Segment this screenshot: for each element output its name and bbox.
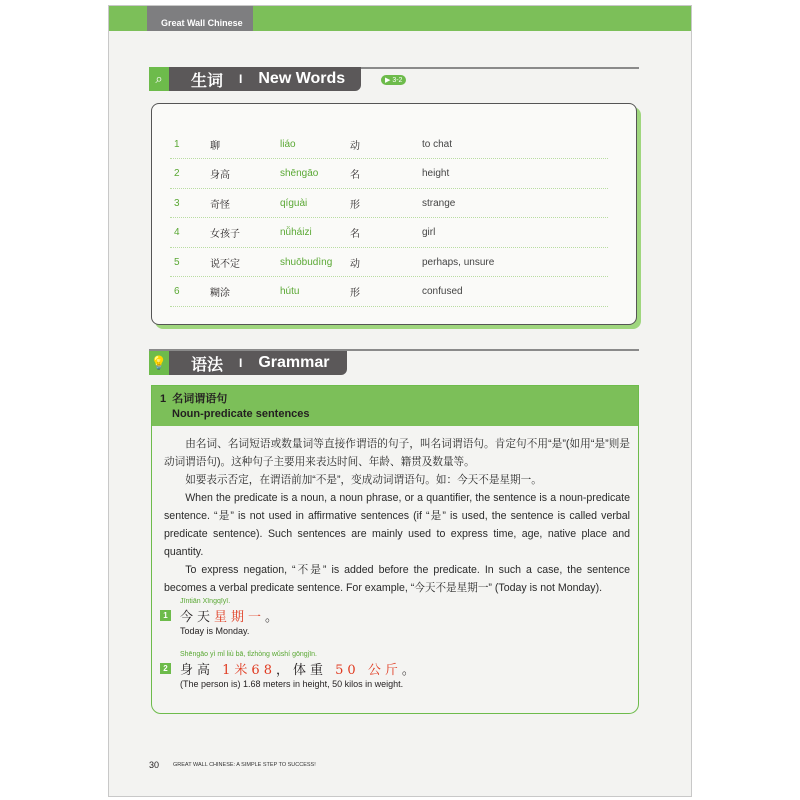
highlight: 星期一 — [214, 610, 266, 625]
vocab-pinyin: shēngāo — [280, 168, 319, 179]
vocab-meaning: height — [422, 168, 450, 179]
vocab-pinyin: nǚháizi — [280, 227, 312, 238]
vocab-row — [170, 160, 608, 189]
example-pinyin: Shēngāo yì mǐ liù bā, tǐzhòng wǔshí gōngjīn. — [180, 651, 317, 658]
paragraph: 由名词、名词短语或数量词等直接作谓语的句子，叫名词谓语句。肯定句不用“是”(如用“是”则是动词谓语句)。这种句子主要用来表达时间、年龄、籍贯及数量等。 — [164, 438, 630, 468]
vocab-hanzi: 糊涂 — [210, 288, 230, 299]
section-title-zh: 生词 — [191, 72, 224, 90]
paragraph: 如要表示否定，在谓语前加“不是”，变成动词谓语句。如：今天不是星期一。 — [185, 474, 542, 486]
new-words-header — [149, 67, 361, 91]
example-number: 1 — [160, 610, 171, 621]
vocab-pinyin: liáo — [280, 138, 296, 150]
vocab-pos: 形 — [350, 199, 360, 211]
example-translation: Today is Monday. — [180, 626, 250, 636]
vocabulary-table — [151, 103, 637, 325]
magnifier-icon: ⌕ — [149, 67, 169, 91]
vocab-meaning: to chat — [422, 138, 453, 150]
audio-track-badge[interactable]: ▶ 3-2 — [381, 75, 406, 85]
section-title-en: New Words — [258, 70, 346, 87]
audio-label: 3-2 — [392, 77, 403, 84]
vocab-meaning: perhaps, unsure — [422, 256, 495, 268]
example-pinyin: Jīntiān Xīngqīyī. — [180, 598, 231, 605]
vocab-num: 2 — [174, 168, 180, 179]
vocab-row — [170, 189, 608, 218]
page-number: 30 — [149, 760, 160, 770]
example-chinese — [180, 659, 419, 678]
vocab-num: 5 — [174, 256, 180, 268]
grammar-point-title-zh: 1 名词谓语句 — [160, 393, 228, 405]
paragraph: When the predicate is a noun, a noun phrase, or a quantifier, the sentence is a noun-predicate sentence. “是” is not used in affirmative sentences (if “是” is used, the sentence is called verbal predicate sentence). Such sentences are mainly used to express time, age, native place and quantity. — [164, 492, 630, 558]
vocab-hanzi: 奇怪 — [210, 199, 230, 211]
grammar-explanation — [152, 426, 638, 597]
running-title: GREAT WALL CHINESE: A SIMPLE STEP TO SUCCESS! — [173, 762, 316, 768]
page-footer — [149, 760, 316, 770]
vocab-row — [170, 130, 608, 159]
separator: I — [239, 356, 243, 370]
textbook-page — [108, 5, 692, 797]
book-title-tab: Great Wall Chinese — [147, 6, 253, 31]
vocab-pos: 形 — [350, 288, 360, 299]
grammar-point-header — [152, 386, 638, 426]
text: ，体重 — [275, 663, 327, 678]
vocab-pos: 名 — [350, 170, 360, 181]
grammar-header — [149, 351, 347, 375]
vocab-num: 1 — [174, 138, 180, 150]
vocab-row — [170, 219, 608, 248]
vocab-hanzi: 女孩子 — [210, 229, 240, 240]
vocab-meaning: confused — [422, 286, 463, 297]
vocab-num: 3 — [174, 197, 180, 209]
separator: I — [239, 72, 243, 86]
text: 。 — [401, 663, 419, 678]
example-number: 2 — [160, 663, 171, 674]
text: 今天 — [180, 610, 215, 625]
vocab-pos: 动 — [350, 258, 360, 270]
grammar-box — [151, 385, 639, 714]
example-chinese — [180, 606, 282, 625]
example-translation: (The person is) 1.68 meters in height, 50 kilos in weight. — [180, 679, 404, 689]
vocab-pos: 名 — [350, 229, 360, 240]
grammar-point-title-en: Noun-predicate sentences — [172, 408, 310, 420]
vocab-hanzi: 聊 — [210, 140, 220, 152]
vocab-pinyin: shuōbudìng — [280, 256, 333, 268]
highlight: 50 公斤 — [335, 663, 402, 678]
text: 身高 — [180, 663, 215, 678]
vocab-row — [170, 278, 608, 307]
vocab-hanzi: 身高 — [210, 170, 230, 181]
section-title-en: Grammar — [258, 354, 330, 371]
section-title-zh: 语法 — [191, 356, 224, 374]
vocab-num: 6 — [174, 286, 180, 297]
vocab-num: 4 — [174, 227, 180, 238]
text: 。 — [265, 610, 283, 625]
vocab-pinyin: qíguài — [280, 197, 308, 209]
highlight: 1米68 — [222, 663, 276, 678]
lightbulb-icon: 💡 — [149, 351, 169, 375]
vocab-row — [170, 248, 608, 277]
paragraph: To express negation, “不是” is added before the predicate. In such a case, the sentence becomes a verbal predicate sentence. For example, “今天不是星期一” (Today is not Monday). — [164, 564, 630, 594]
vocab-meaning: girl — [422, 227, 436, 238]
vocab-pinyin: hútu — [280, 286, 300, 297]
vocab-meaning: strange — [422, 197, 456, 209]
vocab-pos: 动 — [350, 140, 360, 152]
vocab-hanzi: 说不定 — [210, 258, 240, 270]
